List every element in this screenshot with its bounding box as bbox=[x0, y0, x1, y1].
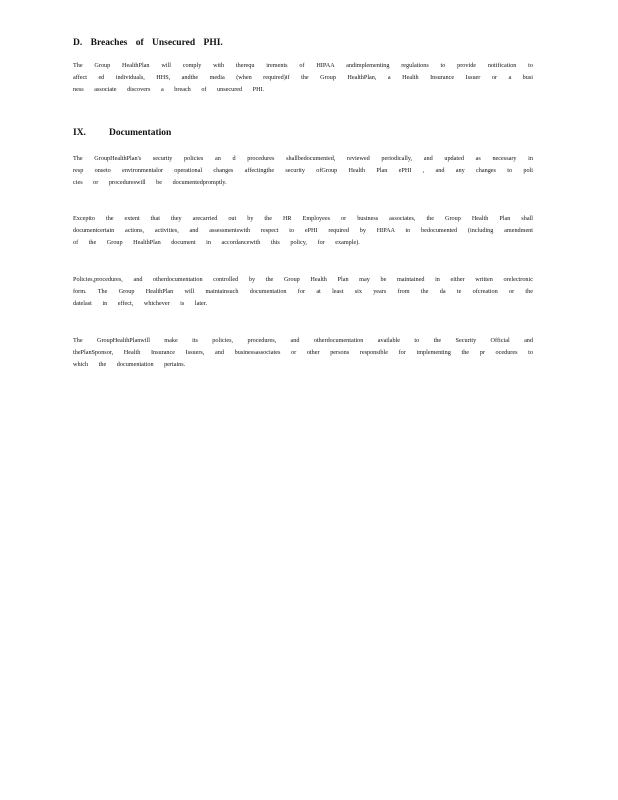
documentation-paragraph-4: The GroupHealthPlanwill make its policies, procedures, and otherdocumentation available to the Security Official and thePlanSponsor, Health Insurance Issuers, and businessassociates or other persons responsible for implementing the pr ocedures to which the documentation pertains. bbox=[73, 337, 533, 369]
documentation-paragraph-2: Exceptto the extent that they arecarried out by the HR Employees or business associates, the Group Health Plan shall documentcertain actions, activities, and assessmentswith respect to ePHI required by HIPAA to bedocumented (including amendment of the Group HealthPlan document in accordancewith this policy, for example). bbox=[73, 215, 533, 247]
section-d-paragraph: The Group HealthPlan will comply with therequ irements of HIPAA andimplementing regulations to provide notification to affect ed individuals, HHS, andthe media (when required)if the Group HealthPlan, a Health Insurance Issuer or a busi ness associate discovers a breach of unsecured PHI. bbox=[73, 62, 533, 94]
documentation-paragraph-1: The GroupHealthPlan's security policies an d procedures shallbedocumented, reviewed periodically, and updated as necessary in resp onseto environmentalor operational changes affectingthe security ofGroup Health Plan ePHI , and any changes to poli cies or procedureswill be documentedpromptly. bbox=[73, 155, 533, 187]
documentation-paragraph-3: Policies,procedures, and otherdocumentation controlled by the Group Health Plan may be maintained in either written orelectronic form. The Group HealthPlan will maintainsuch documentation for at least six years from the da te ofcreation or the datelast in effect, whichever is later. bbox=[73, 276, 533, 308]
section-ix-heading bbox=[73, 128, 171, 138]
section-ix-number: IX. bbox=[73, 128, 86, 138]
section-d-heading: D. Breaches of Unsecured PHI. bbox=[73, 38, 223, 48]
section-ix-title: Documentation bbox=[109, 128, 172, 138]
